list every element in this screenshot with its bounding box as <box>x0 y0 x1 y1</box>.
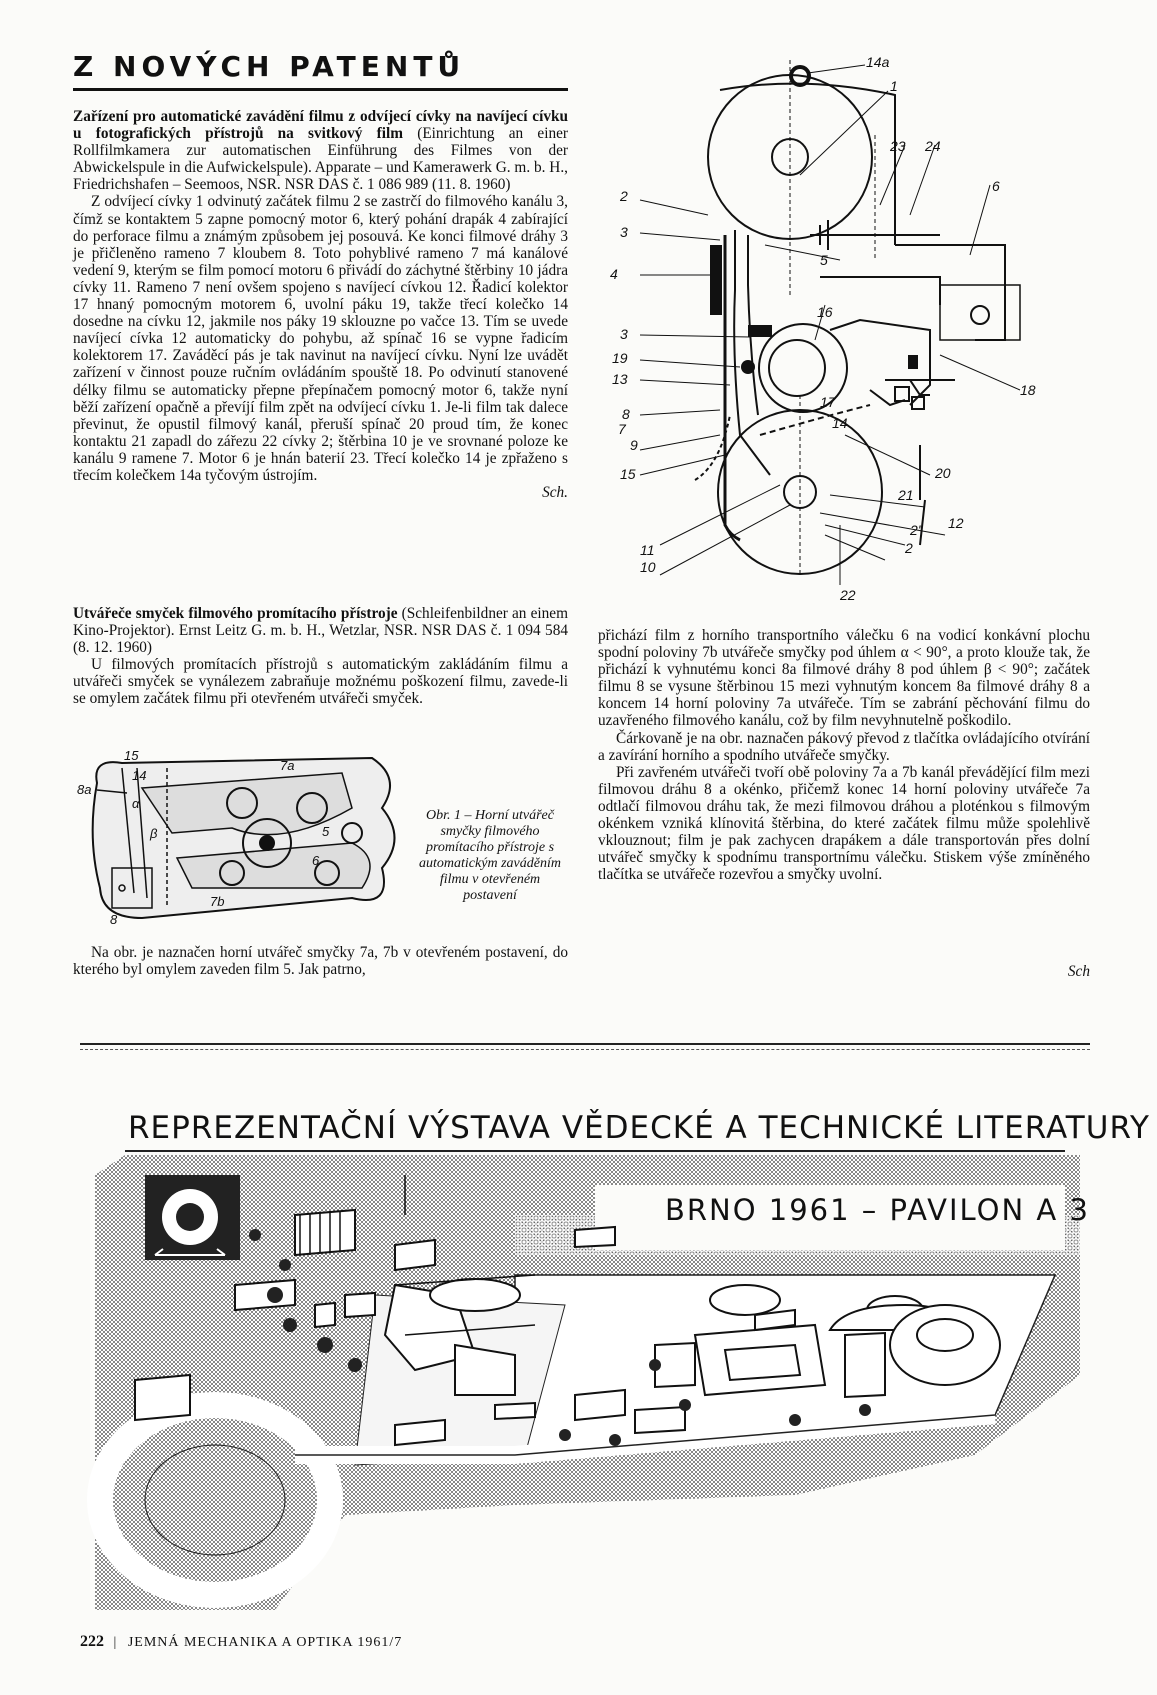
right-p3: Při zavřeném utvářeči tvoří obě poloviny 7a a 7b kanál převádějící film mezi filmovou dráhu 8 a okénko, přičemž konec 14 horní poloviny utvářeče 7a odtlačí filmovou dráhu tak, že mezi filmovou dráhou a ploténkou s filmovým okénkem vzniká klínovitá štěrbina, do které začátek filmu může spolehlivě vklouznout; film je pak zachycen drapákem a dále transportován přes dolní utvářeč smyčky k spodnímu transportnímu válečku. Stiskem výše zmíněného tlačítka se utvářeče rozevřou a smyčky uvolní. <box>598 763 1090 884</box>
article-1-signature: Sch. <box>542 484 568 502</box>
advert-title: REPREZENTAČNÍ VÝSTAVA VĚDECKÉ A TECHNICKÉ LITERATURY <box>128 1110 1150 1146</box>
article-1-title-rest: (Einrichtung an einer Rollfilmkamera zur automatischen Einführung des Filmes von der Abwickelspule in die Aufwickelspule). Apparate – und Kamerawerk G. m. b. H., Friedrichshafen – Seemoos, NSR. NSR DAS č. 1 086 989 (11. 8. 1960) <box>73 125 568 194</box>
section-title: Z NOVÝCH PATENTŮ <box>73 50 466 83</box>
label-14a: 14a <box>866 54 890 70</box>
fig1-label-8a: 8a <box>77 782 92 797</box>
label-4: 4 <box>610 266 618 282</box>
section-heading <box>73 50 568 90</box>
fig1-label-alpha: α <box>132 796 140 811</box>
fig1-label-5: 5 <box>322 824 330 839</box>
advert-subtitle: BRNO 1961 – PAVILON A 3 <box>665 1193 1090 1227</box>
label-1: 1 <box>890 78 898 94</box>
section-divider <box>80 1043 1090 1045</box>
label-9: 9 <box>630 437 638 453</box>
label-13: 13 <box>612 371 628 387</box>
label-19: 19 <box>612 350 628 366</box>
article-2-right-column <box>598 627 1090 883</box>
label-2b: 2 <box>905 540 913 556</box>
label-21: 21 <box>898 487 914 503</box>
loop-former-figure <box>77 748 407 928</box>
advert-title-rule <box>125 1150 1065 1152</box>
right-p2: Čárkovaně je na obr. naznačen pákový převod z tlačítka ovládajícího otvírání a zavírání horního a spodního utvářeče smyčky. <box>598 729 1090 764</box>
article-2 <box>73 605 568 708</box>
page-footer <box>80 1633 680 1651</box>
label-12: 12 <box>948 515 964 531</box>
label-17: 17 <box>820 394 836 410</box>
label-16: 16 <box>817 304 833 320</box>
label-23: 23 <box>890 138 906 154</box>
article-1 <box>73 108 568 501</box>
footer-separator: | <box>113 1635 117 1650</box>
label-11: 11 <box>640 542 655 558</box>
label-6: 6 <box>992 178 1000 194</box>
label-15: 15 <box>620 466 636 482</box>
article-2-signature: Sch <box>1067 963 1090 980</box>
label-20: 20 <box>935 465 951 481</box>
article-1-title <box>73 108 568 193</box>
exhibition-emblem-icon <box>145 1175 240 1260</box>
label-14: 14 <box>832 415 848 431</box>
fig1-label-15: 15 <box>124 748 139 763</box>
heading-rule <box>73 88 568 91</box>
label-5: 5 <box>820 252 828 268</box>
fig1-label-beta: β <box>150 826 158 841</box>
article-2-title-rest: (Schleifenbildner an einem Kino-Projektor). Ernst Leitz G. m. b. H., Wetzlar, NSR. NSR DAS č. 1 094 584 (8. 12. 1960) <box>73 605 568 657</box>
label-24: 24 <box>925 138 941 154</box>
figure-1-caption: Obr. 1 – Horní utvářeč smyčky filmového promítacího přístroje s automatickým zaváděním filmu v otevřeném postavení <box>419 808 561 903</box>
label-10: 10 <box>640 559 656 575</box>
label-2prime: 2' <box>910 522 921 538</box>
fig1-label-6: 6 <box>312 853 320 868</box>
fig1-label-8: 8 <box>110 912 118 927</box>
label-22: 22 <box>840 587 856 603</box>
fig1-label-14: 14 <box>132 768 147 783</box>
right-p1: přichází film z horního transportního válečku 6 na vodicí konkávní plochu spodní poloviny 7b utvářeče smyčky pod úhlem α < 90°, a proto klouže tak, že přichází k vyhnutému konci 8a filmové dráhy 8 pod úhlem β < 90°; začátek filmu 8 se vysune štěrbinou 15 mezi vyhnutým koncem 8a filmové dráhy 8 a koncem 14 horní poloviny 7a utvářeče. Tím se zabrání pěchování filmu do uzavřeného filmového kanálu, což by film nevyhnutelně poškodilo. <box>598 627 1090 730</box>
section-divider-dashed <box>80 1049 1090 1050</box>
label-18: 18 <box>1020 382 1036 398</box>
article-2-body: U filmových promítacích přístrojů s automatickým zakládáním filmu a utvářeči smyček se vynálezem zabraňuje možnému poškození filmu, zavede-li se omylem začátek filmu při otevřeném utvářeči smyček. <box>73 656 568 708</box>
article-1-title-bold: Zařízení pro automatické zavádění filmu z odvíjecí cívky na navíjecí cívku u fotografických přístrojů na svitkový film <box>73 108 568 143</box>
label-3a: 3 <box>620 224 628 240</box>
article-1-body: Z odvíjecí cívky 1 odvinutý začátek filmu 2 se zastrčí do filmového kanálu 3, čímž se kontaktem 5 zapne pomocný motor 6, který pohání drapák 4 zabírající do perforace filmu a známým způsobem jej posouvá. Ke konci filmové dráhy 3 je přičleněno rameno 7 kloubem 8. Toto pohyblivé rameno 7 má kanálové vedení 9, kterým se film pomocí motoru 6 přivádí do záchytné štěrbiny 10 jádra cívky 11. Rameno 7 není ovšem spojeno s navíjecí cívkou 12. Řadicí kolektor 17 hnaný pomocným motorem 6, uvolní páku 19, takže třecí kolečko 14 dosedne na cívku 12, jakmile nos páky 19 sklouzne po vačce 13. Tím se uvede navíjecí cívka 12 automaticky do pohybu, až spínač 16 se vypne řadicím kolektorem 17. Zaváděcí pás je tak navinut na navíjecí cívku. Nyní lze uvádět zařízení v činnost pouze ručním ovládáním spouště 18. Po odvinutí stanovené délky filmu se automaticky přepne přepínačem pomocný motor 6, takže nyní běží zařízení opačně a převíjí film zpět na odvíjecí cívku 1. Je-li film tak dalece převinut, že opustil filmový kanál, přeruší spínač 20 proud tím, že konec kontaktu 21 zapadl do zářezu 22 cívky 2; štěrbina 10 je ve srovnané poloze ke kanálu 9 ramene 7. Motor 6 je hnán baterií 23. Třecí kolečko 14 je zpřaženo s třecím kolečkem 14a tyčovým ústrojím. <box>73 193 568 484</box>
film-mechanism-diagram <box>610 54 1060 610</box>
label-7: 7 <box>618 421 626 437</box>
article-2-signature-block <box>598 963 1090 980</box>
fig1-label-7b: 7b <box>210 894 225 909</box>
journal-name: JEMNÁ MECHANIKA A OPTIKA 1961/7 <box>127 1635 403 1650</box>
article-2-title <box>73 605 568 656</box>
article-2-continued <box>73 944 568 978</box>
label-3b: 3 <box>620 326 628 342</box>
article-2-title-bold: Utvářeče smyček filmového promítacího přístroje <box>73 605 398 622</box>
label-8: 8 <box>622 406 630 422</box>
article-2-body-2: Na obr. je naznačen horní utvářeč smyčky 7a, 7b v otevřeném postavení, do kterého byl omylem zaveden film 5. Jak patrno, <box>73 944 568 979</box>
label-2: 2 <box>620 188 628 204</box>
page-number: 222 <box>80 1633 104 1650</box>
fig1-label-7a: 7a <box>280 758 295 773</box>
